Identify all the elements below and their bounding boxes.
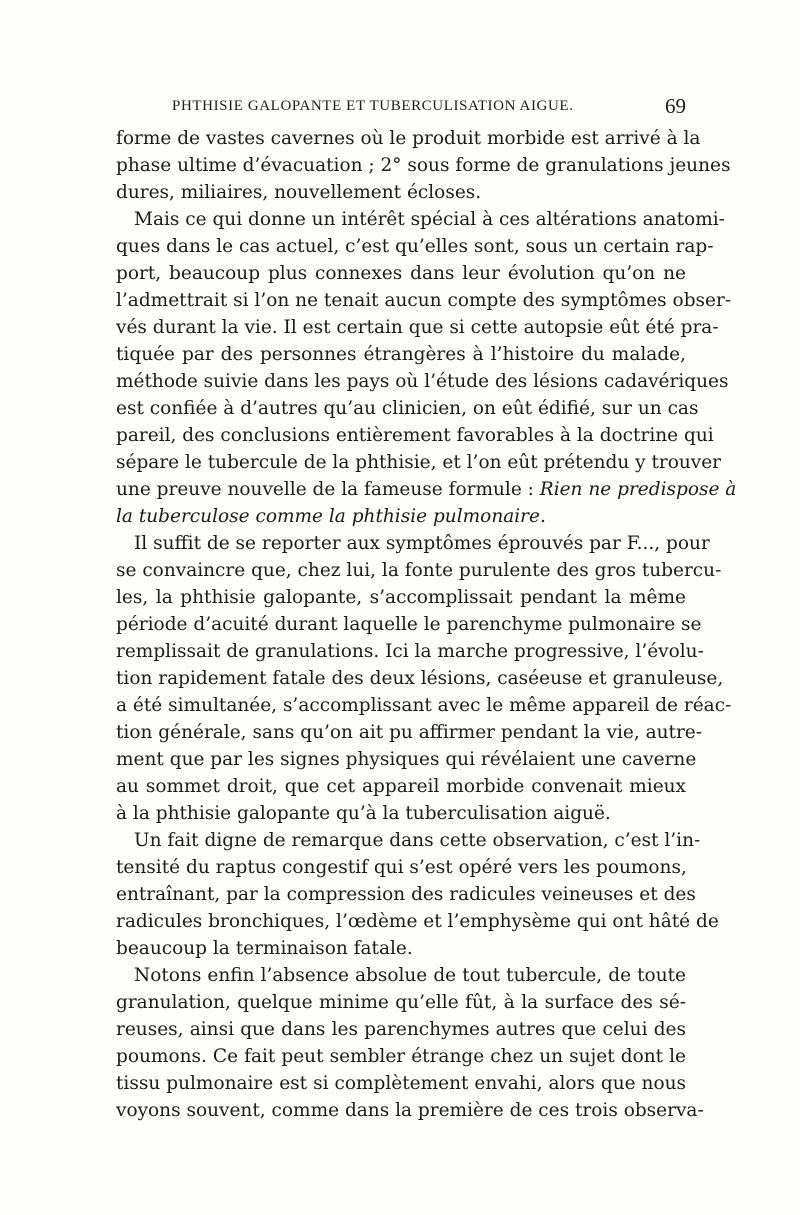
text-line: tion rapidement fatale des deux lésions, caséeuse et granuleuse, [116, 668, 724, 689]
text-line: Mais ce qui donne un intérêt spécial à ces altérations anatomi- [134, 209, 725, 230]
text-line: granulation, quelque minime qu’elle fût, à la surface des sé- [116, 992, 686, 1013]
text-line: tissu pulmonaire est si complètement envahi, alors que nous [116, 1073, 686, 1094]
text-line: vés durant la vie. Il est certain que si cette autopsie eût été pra- [116, 317, 719, 338]
page-number: 69 [665, 94, 686, 118]
text-line: au sommet droit, que cet appareil morbide convenait mieux [116, 776, 686, 797]
text-line: à la phthisie galopante qu’à la tuberculisation aiguë. [116, 803, 611, 824]
running-head [116, 94, 686, 118]
body-text [116, 125, 737, 1124]
text-line: Un fait digne de remarque dans cette observation, c’est l’in- [134, 830, 701, 851]
text-line: phase ultime d’évacuation ; 2° sous forme de granulations jeunes [116, 155, 731, 176]
text-line: l’admettrait si l’on ne tenait aucun compte des symptômes obser- [116, 290, 732, 311]
text-line: poumons. Ce fait peut sembler étrange chez un sujet dont le [116, 1046, 686, 1067]
text-line: se convaincre que, chez lui, la fonte purulente des gros tubercu- [116, 560, 722, 581]
text-line: période d’acuité durant laquelle le parenchyme pulmonaire se [116, 614, 702, 635]
running-title: PHTHISIE GALOPANTE ET TUBERCULISATION AIGUE. [172, 98, 574, 114]
text-line: tiquée par des personnes étrangères à l’histoire du malade, [116, 344, 686, 365]
quoted-formula-line: la tuberculose comme la phthisie pulmonaire. [116, 506, 546, 527]
text-line: Il suffit de se reporter aux symptômes éprouvés par F..., pour [134, 533, 710, 554]
text-line: est confiée à d’autres qu’au clinicien, on eût édifié, sur un cas [116, 398, 699, 419]
text-line: port, beaucoup plus connexes dans leur évolution qu’on ne [116, 263, 686, 284]
text-line: sépare le tubercule de la phthisie, et l’on eût prétendu y trouver [116, 452, 722, 473]
text-line: ment que par les signes physiques qui révélaient une caverne [116, 749, 697, 770]
text-line: a été simultanée, s’accomplissant avec le même appareil de réac- [116, 695, 732, 716]
text-line: tion générale, sans qu’on ait pu affirmer pendant la vie, autre- [116, 722, 703, 743]
text-line: dures, miliaires, nouvellement écloses. [116, 182, 482, 203]
text-line: radicules bronchiques, l’œdème et l’emphysème qui ont hâté de [116, 911, 719, 932]
text-line: voyons souvent, comme dans la première de ces trois observa- [116, 1100, 704, 1121]
text-line: Notons enfin l’absence absolue de tout tubercule, de toute [134, 965, 686, 986]
text-line: ques dans le cas actuel, c’est qu’elles sont, sous un certain rap- [116, 236, 714, 257]
line-plain-part: une preuve nouvelle de la fameuse formule : [116, 479, 540, 500]
quoted-formula-part: Rien ne predispose à [539, 479, 737, 500]
text-line: forme de vastes cavernes où le produit morbide est arrivé à la [116, 128, 701, 149]
text-line: méthode suivie dans les pays où l’étude des lésions cadavériques [116, 371, 729, 392]
text-line-mixed [116, 476, 737, 503]
text-line: les, la phthisie galopante, s’accomplissait pendant la même [116, 587, 686, 608]
text-line: tensité du raptus congestif qui s’est opéré vers les poumons, [116, 857, 687, 878]
text-line: beaucoup la terminaison fatale. [116, 938, 413, 959]
text-line: pareil, des conclusions entièrement favorables à la doctrine qui [116, 425, 714, 446]
text-line: remplissait de granulations. Ici la marche progressive, l’évolu- [116, 641, 704, 662]
text-line: entraînant, par la compression des radicules veineuses et des [116, 884, 696, 905]
text-line: reuses, ainsi que dans les parenchymes autres que celui des [116, 1019, 686, 1040]
